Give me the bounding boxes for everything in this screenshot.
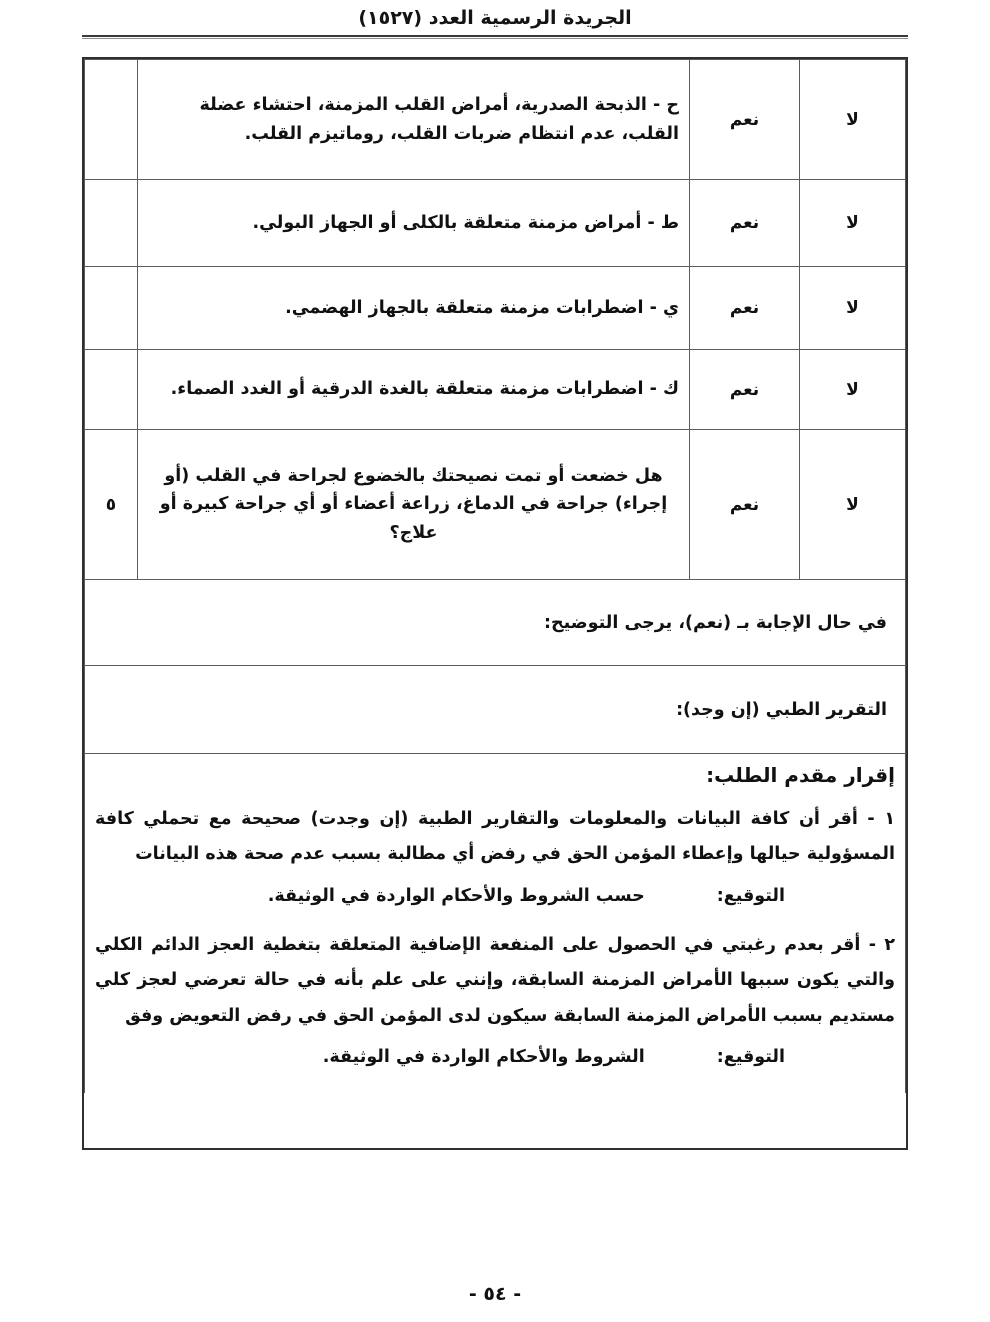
table-row [85,60,906,180]
page-number: - ٥٤ - [468,1283,522,1305]
answer-yes-label: نعم [729,109,760,130]
question-number-cell [85,430,138,580]
answer-yes-cell[interactable] [690,180,800,267]
answer-no-label: لا [846,379,859,400]
answer-yes-cell[interactable] [690,350,800,430]
question-text: ح - الذبحة الصدرية، أمراض القلب المزمنة، احتشاء عضلة القلب، عدم انتظام ضربات القلب، روماتيزم القلب. [199,95,679,144]
question-text: ك - اضطرابات مزمنة متعلقة بالغدة الدرقية أو الغدد الصماء. [170,379,679,400]
medical-report-label: التقرير الطبي (إن وجد): [676,699,887,720]
table-row [85,180,906,267]
declaration-item-body: ١ - أقر أن كافة البيانات والمعلومات والتقارير الطبية (إن وجدت) صحيحة مع تحملي كافة المسؤولية حيالها وإعطاء المؤمن الحق في رفض أي مطالبة بسبب عدم صحة هذه البيانات [95,809,895,865]
signature-label[interactable]: التوقيع: [716,1047,785,1068]
explanation-label: في حال الإجابة بـ (نعم)، يرجى التوضيح: [544,612,887,633]
document-frame [82,57,908,1150]
header-divider [82,35,908,37]
answer-yes-cell[interactable] [690,60,800,180]
declaration-item [95,928,895,1075]
table-row [85,430,906,580]
question-description-cell [138,180,690,267]
answer-no-cell[interactable] [800,60,906,180]
question-description-cell [138,430,690,580]
question-description-cell [138,350,690,430]
answer-yes-label: نعم [729,213,760,233]
declaration-item [95,802,895,914]
question-number-cell [85,267,138,350]
answer-no-label: لا [846,213,859,233]
answer-no-label: لا [846,109,859,130]
medical-questions-table [84,59,906,1093]
question-description-cell [138,267,690,350]
page-title: الجريدة الرسمية العدد (١٥٢٧) [358,7,632,29]
answer-yes-cell[interactable] [690,430,800,580]
declaration-item-footer [95,1040,895,1075]
answer-no-label: لا [846,494,859,515]
answer-yes-cell[interactable] [690,267,800,350]
answer-yes-label: نعم [729,379,760,400]
answer-no-cell[interactable] [800,350,906,430]
medical-report-row [85,666,906,754]
table-row [85,350,906,430]
answer-yes-label: نعم [729,298,760,318]
declaration-item-tail: حسب الشروط والأحكام الواردة في الوثيقة. [267,885,645,906]
question-number: ٥ [105,494,117,515]
question-number-cell [85,60,138,180]
declaration-item-body: ٢ - أقر بعدم رغبتي في الحصول على المنفعة الإضافية المتعلقة بتغطية العجز الدائم الكلي والتي يكون سببها الأمراض المزمنة السابقة، وإنني على علم بأنه في حالة تعرضي لعجز كلي مستديم بسبب الأمراض المزمنة السابقة سيكون لدى المؤمن الحق في رفض التعويض وفق [95,935,895,1026]
explanation-cell[interactable] [85,580,906,666]
answer-no-cell[interactable] [800,180,906,267]
explanation-row [85,580,906,666]
answer-no-cell[interactable] [800,430,906,580]
medical-report-cell[interactable] [85,666,906,754]
answer-no-cell[interactable] [800,267,906,350]
question-text: ي - اضطرابات مزمنة متعلقة بالجهاز الهضمي. [285,297,679,318]
declaration-cell [85,754,906,1094]
question-text: هل خضعت أو تمت نصيحتك بالخضوع لجراحة في القلب (أو إجراء) جراحة في الدماغ، زراعة أعضاء أو أي جراحة كبيرة أو علاج؟ [159,465,668,543]
declaration-title: إقرار مقدم الطلب: [706,763,895,787]
answer-yes-label: نعم [729,494,760,515]
question-number-cell [85,350,138,430]
table-row [85,267,906,350]
question-text: ط - أمراض مزمنة متعلقة بالكلى أو الجهاز البولي. [252,212,679,233]
signature-label[interactable]: التوقيع: [716,885,785,906]
question-number-cell [85,180,138,267]
declaration-row [85,754,906,1094]
declaration-item-footer [95,879,895,914]
declaration-item-tail: الشروط والأحكام الواردة في الوثيقة. [322,1047,645,1068]
question-description-cell [138,60,690,180]
answer-no-label: لا [846,298,859,318]
